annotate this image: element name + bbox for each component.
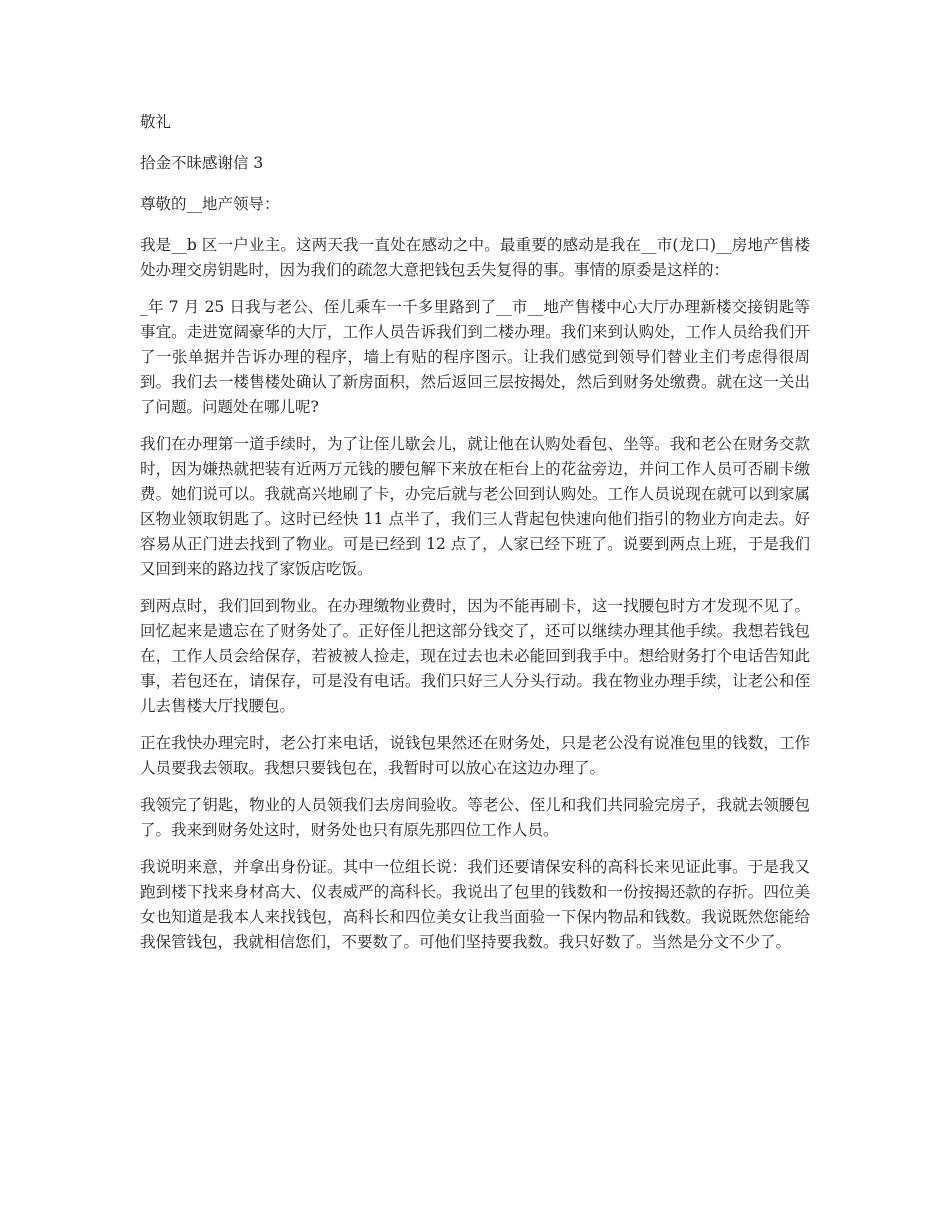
- paragraph: 到两点时，我们回到物业。在办理缴物业费时，因为不能再刷卡，这一找腰包时方才发现不见了。回忆起来是遗忘在了财务处了。正好侄儿把这部分钱交了，还可以继续办理其他手续。我想若钱包在，工作人员会给保存，若被被人捡走，现在过去也未必能回到我手中。想给财务打个电话告知此事，若包还在，请保存，可是没有电话。我们只好三人分头行动。我在物业办理手续，让老公和侄儿去售楼大厅找腰包。: [140, 597, 810, 715]
- paragraph: 我说明来意，并拿出身份证。其中一位组长说：我们还要请保安科的高科长来见证此事。于是我又跑到楼下找来身材高大、仪表威严的高科长。我说出了包里的钱数和一份按揭还款的存折。四位美女也知道是我本人来找钱包，高科长和四位美女让我当面验一下保内物品和钱数。我说既然您能给我保管钱包，我就相信您们，不要数了。可他们坚持要我数。我只好数了。当然是分文不少了。: [140, 858, 810, 951]
- letter-salutation: 尊敬的__地产领导：: [140, 195, 280, 213]
- paragraph: 正在我快办理完时，老公打来电话，说钱包果然还在财务处，只是老公没有说准包里的钱数，工作人员要我去领取。我想只要钱包在，我暂时可以放心在这边办理了。: [140, 734, 810, 777]
- paragraph: 我领完了钥匙，物业的人员领我们去房间验收。等老公、侄儿和我们共同验完房子，我就去领腰包了。我来到财务处这时，财务处也只有原先那四位工作人员。: [140, 796, 810, 839]
- paragraph: _年 7 月 25 日我与老公、侄儿乘车一千多里路到了__市__地产售楼中心大厅办理新楼交接钥匙等事宜。走进宽阔豪华的大厅，工作人员告诉我们到二楼办理。我们来到认购处，工作人员给我们开了一张单据并告诉办理的程序，墙上有贴的程序图示。让我们感觉到领导们替业主们考虑得很周到。我们去一楼售楼处确认了新房面积，然后返回三层按揭处，然后到财务处缴费。就在这一关出了问题。问题处在哪儿呢?: [140, 298, 810, 416]
- paragraph: 我是__b 区一户业主。这两天我一直处在感动之中。最重要的感动是我在__市(龙口)__房地产售楼处办理交房钥匙时，因为我们的疏忽大意把钱包丢失复得的事。事情的原委是这样的：: [140, 236, 810, 279]
- letter-title: 拾金不昧感谢信 3: [140, 154, 264, 172]
- letter-closing: 敬礼: [140, 113, 172, 131]
- paragraph: 我们在办理第一道手续时，为了让侄儿歇会儿，就让他在认购处看包、坐等。我和老公在财务交款时，因为嫌热就把装有近两万元钱的腰包解下来放在柜台上的花盆旁边，并问工作人员可否刷卡缴费。她们说可以。我就高兴地刷了卡，办完后就与老公回到认购处。工作人员说现在就可以到家属区物业领取钥匙了。这时已经快 11 点半了，我们三人背起包快速向他们指引的物业方向走去。好容易从正门进去找到了物业。可是已经到 12 点了，人家已经下班了。说要到两点上班，于是我们又回到来的路边找了家饭店吃饭。: [140, 435, 810, 578]
